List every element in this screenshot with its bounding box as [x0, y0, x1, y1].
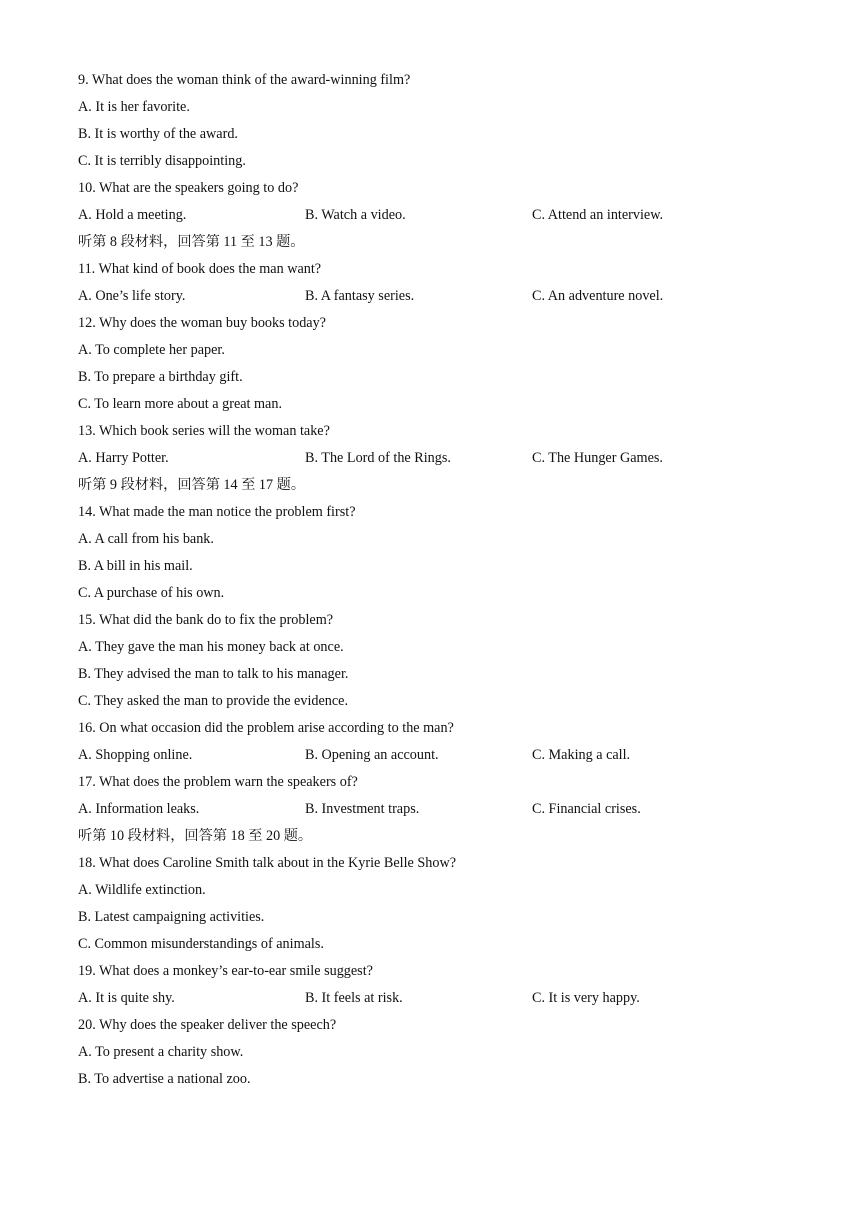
answer-option: B. To prepare a birthday gift. — [78, 369, 243, 385]
answer-option: A. One’s life story. — [78, 288, 186, 304]
question-text: 13. Which book series will the woman take? — [78, 423, 330, 439]
question-text: 10. What are the speakers going to do? — [78, 180, 299, 196]
question-text: 20. Why does the speaker deliver the speech? — [78, 1017, 337, 1033]
answer-option: A. It is quite shy. — [78, 990, 175, 1006]
answer-option: C. A purchase of his own. — [78, 585, 225, 601]
answer-option: C. It is terribly disappointing. — [78, 153, 246, 169]
answer-option: B. Watch a video. — [305, 207, 406, 223]
answer-options-row — [78, 284, 798, 311]
question-text: 15. What did the bank do to fix the problem? — [78, 612, 334, 628]
question-text: 17. What does the problem warn the speakers of? — [78, 774, 358, 790]
answer-option: C. It is very happy. — [532, 990, 640, 1006]
answer-option: A. A call from his bank. — [78, 531, 214, 547]
section-instruction: 听第 9 段材料，回答第 14 至 17 题。 — [78, 477, 306, 493]
answer-option: C. To learn more about a great man. — [78, 396, 282, 412]
answer-option: A. They gave the man his money back at once. — [78, 639, 344, 655]
question-text: 19. What does a monkey’s ear-to-ear smile suggest? — [78, 963, 373, 979]
answer-option: A. Shopping online. — [78, 747, 193, 763]
answer-option: A. Hold a meeting. — [78, 207, 187, 223]
document-body — [78, 68, 798, 1094]
answer-option: A. Wildlife extinction. — [78, 882, 206, 898]
question-text: 9. What does the woman think of the award-winning film? — [78, 72, 411, 88]
answer-option: B. Investment traps. — [305, 801, 420, 817]
answer-options-row — [78, 446, 798, 473]
question-text: 11. What kind of book does the man want? — [78, 261, 322, 277]
answer-option: B. A bill in his mail. — [78, 558, 193, 574]
question-text: 12. Why does the woman buy books today? — [78, 315, 326, 331]
answer-option: C. Making a call. — [532, 747, 631, 763]
answer-option: B. They advised the man to talk to his manager. — [78, 666, 349, 682]
section-instruction: 听第 8 段材料，回答第 11 至 13 题。 — [78, 234, 305, 250]
question-text: 14. What made the man notice the problem first? — [78, 504, 356, 520]
answer-option: B. To advertise a national zoo. — [78, 1071, 251, 1087]
question-text: 16. On what occasion did the problem arise according to the man? — [78, 720, 454, 736]
answer-option: B. It is worthy of the award. — [78, 126, 238, 142]
answer-option: C. Attend an interview. — [532, 207, 664, 223]
answer-option: A. Harry Potter. — [78, 450, 169, 466]
question-text: 18. What does Caroline Smith talk about in the Kyrie Belle Show? — [78, 855, 457, 871]
answer-options-row — [78, 797, 798, 824]
answer-option: B. Latest campaigning activities. — [78, 909, 265, 925]
answer-option: B. Opening an account. — [305, 747, 439, 763]
answer-option: C. Financial crises. — [532, 801, 641, 817]
answer-option: A. It is her favorite. — [78, 99, 190, 115]
answer-option: C. An adventure novel. — [532, 288, 664, 304]
answer-option: A. Information leaks. — [78, 801, 200, 817]
answer-option: A. To complete her paper. — [78, 342, 225, 358]
answer-option: A. To present a charity show. — [78, 1044, 244, 1060]
answer-options-row — [78, 203, 798, 230]
section-instruction: 听第 10 段材料，回答第 18 至 20 题。 — [78, 828, 313, 844]
answer-option: B. It feels at risk. — [305, 990, 403, 1006]
answer-option: C. The Hunger Games. — [532, 450, 663, 466]
answer-option: C. Common misunderstandings of animals. — [78, 936, 324, 952]
answer-options-row — [78, 743, 798, 770]
answer-options-row — [78, 986, 798, 1013]
answer-option: C. They asked the man to provide the evidence. — [78, 693, 349, 709]
answer-option: B. The Lord of the Rings. — [305, 450, 451, 466]
answer-option: B. A fantasy series. — [305, 288, 415, 304]
